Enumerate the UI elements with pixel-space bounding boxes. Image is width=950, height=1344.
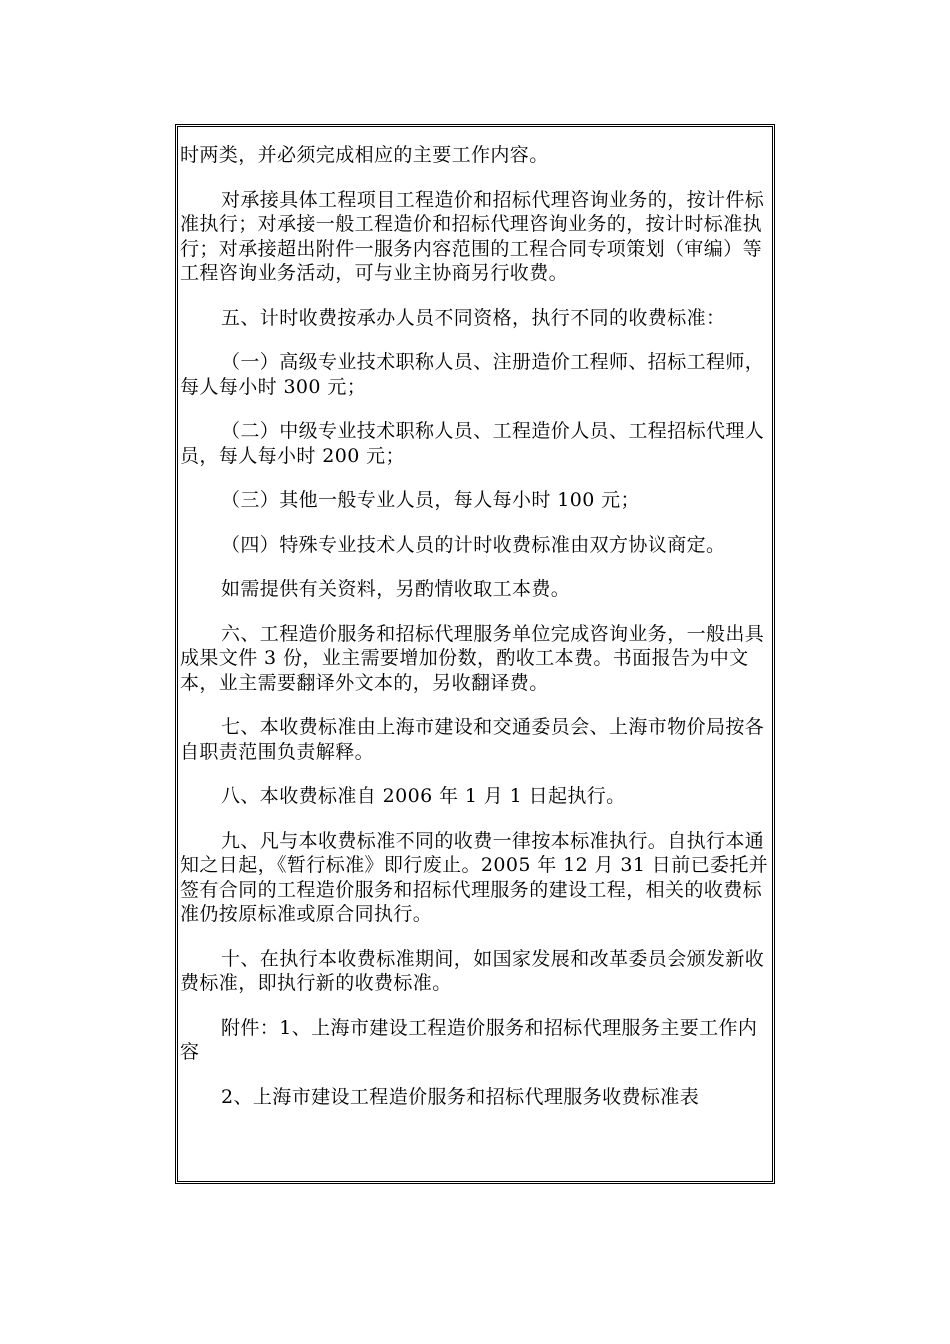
paragraph-section-10: 十、在执行本收费标准期间，如国家发展和改革委员会颁发新收费标准，即执行新的收费标准。 [180,947,765,994]
document-frame [175,124,775,1184]
paragraph-special-rate: （四）特殊专业技术人员的计时收费标准由双方协议商定。 [221,533,726,556]
paragraph-section-9: 九、凡与本收费标准不同的收费一律按本标准执行。自执行本通知之日起，《暂行标准》即行废止。2005 年 12 月 31 日前已委托并签有合同的工程造价服务和招标代理服务的建设工程，相关的收费标准仍按原标准或原合同执行。 [180,829,769,925]
document-body [180,143,770,1127]
paragraph-billing-method: 对承接具体工程项目工程造价和招标代理咨询业务的，按计件标准执行；对承接一般工程造价和招标代理咨询业务的，按计时标准执行；对承接超出附件一服务内容范围的工程合同专项策划（审编）等工程咨询业务活动，可与业主协商另行收费。 [180,188,765,284]
paragraph-continuation: 时两类，并必须完成相应的主要工作内容。 [180,144,549,166]
paragraph-senior-rate: （一）高级专业技术职称人员、注册造价工程师、招标工程师，每人每小时 300 元； [180,351,765,398]
paragraph-section-6: 六、工程造价服务和招标代理服务单位完成咨询业务，一般出具成果文件 3 份，业主需要增加份数，酌收工本费。书面报告为中文本，业主需要翻译外文本的，另收翻译费。 [180,622,765,694]
paragraph-mid-rate: （二）中级专业技术职称人员、工程造价人员、工程招标代理人员，每人每小时 200 元； [180,420,765,467]
paragraph-attachment-2: 2、上海市建设工程造价服务和招标代理服务收费标准表 [221,1085,700,1108]
paragraph-section-7: 七、本收费标准由上海市建设和交通委员会、上海市物价局按各自职责范围负责解释。 [180,716,765,763]
paragraph-material-fee: 如需提供有关资料，另酌情收取工本费。 [221,578,571,600]
paragraph-general-rate: （三）其他一般专业人员，每人每小时 100 元； [221,489,640,511]
paragraph-section-5: 五、计时收费按承办人员不同资格，执行不同的收费标准： [221,306,726,329]
paragraph-attachment-1: 附件：1、上海市建设工程造价服务和招标代理服务主要工作内容 [180,1016,758,1063]
paragraph-section-8: 八、本收费标准自 2006 年 1 月 1 日起执行。 [221,785,626,807]
